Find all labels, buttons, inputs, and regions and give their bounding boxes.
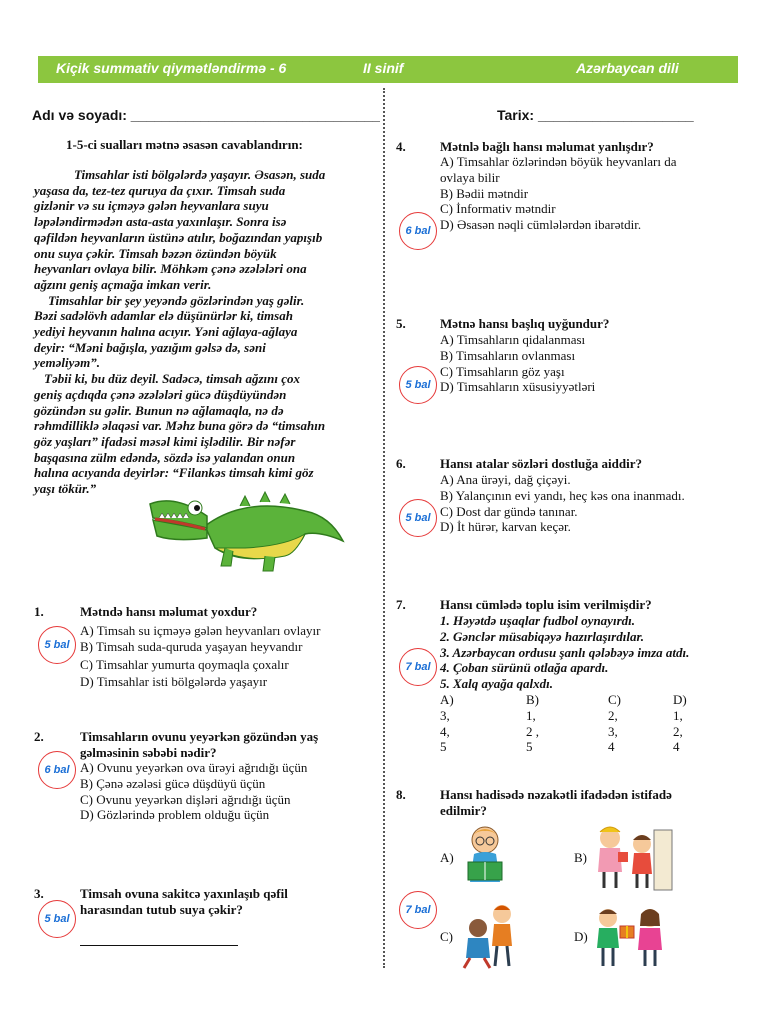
passage-line: rəhmdilliklə əlaqəsi var. Məhz buna görə də “timsahın [34, 418, 326, 434]
option-d[interactable]: D) İt hürər, karvan keçər. [440, 519, 571, 535]
option-a[interactable]: A) Timsahların qidalanması [440, 332, 586, 347]
score-badge-q7 [399, 648, 437, 686]
children-playing-picture[interactable] [460, 902, 522, 970]
score-label: 5 bal [405, 379, 431, 391]
question-2-options [80, 760, 307, 823]
option-a[interactable]: A) 3, 4, 5 [440, 692, 454, 755]
children-at-door-picture[interactable] [592, 822, 674, 892]
question-7-text: Hansı cümlədə toplu isim verilmişdir? [440, 597, 652, 612]
passage-line: ləpələndirmədən asta-asta yaxınlaşır. Sonra isə [34, 214, 287, 230]
question-3-line: harasından tutub suya çəkir? [80, 901, 243, 917]
option-d[interactable]: D) Timsahların xüsusiyyətləri [440, 379, 596, 395]
passage-line: gözündən su gəlir. Bunun nə ağlamaqla, nə də [34, 402, 284, 418]
header-grade: II sinif [363, 60, 404, 76]
score-label: 5 bal [405, 512, 431, 524]
passage-line: onu suya çəkir. Timsah bəzən özündən böyük [34, 245, 277, 261]
reading-passage [34, 167, 374, 497]
score-label: 7 bal [405, 661, 431, 673]
sentence-2: 2. Gənclər müsabiqəyə hazırlaşırdılar. [440, 628, 645, 644]
option-a[interactable]: A) Ana ürəyi, dağ çiçəyi. [440, 472, 571, 487]
passage-line: Təbii ki, bu düz deyil. Sadəcə, timsah ağzını çox [44, 371, 301, 387]
column-divider [383, 88, 385, 968]
passage-line: başqasına zülm edəndə, sözdə isə yalandan onun [34, 449, 296, 465]
option-c[interactable]: C) İnformativ mətndir [440, 201, 556, 217]
score-label: 7 bal [405, 904, 431, 916]
header-subject: Azərbaycan dili [576, 60, 679, 76]
question-2-line: gəlməsinin səbəbi nədir? [80, 744, 217, 760]
passage-line: Timsahlar isti bölgələrdə yaşayır. Əsasən, suda [74, 167, 326, 182]
header-banner [38, 56, 738, 83]
option-a[interactable]: A) Timsah su içməyə gələn heyvanları ovlayır [80, 623, 321, 638]
score-label: 5 bal [44, 913, 70, 925]
answer-line-q3[interactable] [80, 945, 238, 946]
score-badge-q2 [38, 751, 76, 789]
question-7-sentences [440, 613, 689, 692]
option-c[interactable]: C) 2, 3, 4 [608, 692, 621, 755]
question-6-number: 6. [396, 456, 406, 471]
score-label: 5 bal [44, 639, 70, 651]
question-7-number: 7. [396, 597, 406, 612]
passage-line: Timsahlar bir şey yeyəndə gözlərindən yaş gəlir. [48, 292, 305, 308]
option-c[interactable]: C) Timsahların göz yaşı [440, 363, 565, 379]
passage-line: yaşasa da, tez-tez quruya da çıxır. Timsah suda [34, 182, 286, 198]
score-badge-q8 [399, 891, 437, 929]
crocodile-illustration [145, 486, 345, 576]
question-3-number: 3. [34, 886, 44, 901]
header-title: Kiçik summativ qiymətləndirmə - 6 [56, 60, 287, 76]
question-6-text: Hansı atalar sözləri dostluğa aiddir? [440, 456, 642, 471]
score-badge-q1 [38, 626, 76, 664]
sentence-5: 5. Xalq ayağa qalxdı. [440, 676, 554, 692]
boy-reading-picture[interactable] [460, 822, 510, 892]
option-b[interactable]: B) Yalançının evi yandı, heç kəs ona inanmadı. [440, 487, 685, 503]
option-a-label[interactable]: A) [440, 850, 454, 865]
question-6-options [440, 472, 685, 535]
question-1-number: 1. [34, 604, 44, 619]
passage-line: Bəzi sadəlövh adamlar elə düşünürlər ki, timsah [34, 308, 293, 324]
passage-line: ağzını geniş açmağa imkan verir. [34, 276, 212, 292]
question-4-number: 4. [396, 139, 406, 154]
option-d[interactable]: D) 1, 2, 4 [673, 692, 687, 755]
score-badge-q4 [399, 212, 437, 250]
score-badge-q3 [38, 900, 76, 938]
option-c[interactable]: C) Dost dar gündə tanınar. [440, 503, 578, 519]
question-8-text [440, 787, 672, 818]
sentence-3: 3. Azərbaycan ordusu şanlı qələbəyə imza atdı. [440, 644, 690, 660]
name-label: Adı və soyadı: ________________________________ [32, 107, 380, 123]
option-b[interactable]: B) Bədii mətndir [440, 185, 529, 201]
question-1-options [80, 623, 320, 690]
option-a[interactable]: A) Ovunu yeyərkən ova ürəyi ağrıdığı üçün [80, 760, 308, 775]
question-4-options [440, 154, 676, 233]
passage-line: gizlənir və su içməyə gələn heyvanlara suyu [34, 198, 269, 214]
question-1-text: Mətndə hansı məlumat yoxdur? [80, 604, 258, 619]
score-badge-q5 [399, 366, 437, 404]
option-a-cont: ovlaya bilir [440, 169, 500, 185]
passage-line: deyir: “Məni bağışla, yazığım gəlsə də, səni [34, 339, 266, 355]
question-2-text [80, 729, 318, 760]
question-8-number: 8. [396, 787, 406, 802]
option-b[interactable]: B) 1, 2 , 5 [526, 692, 539, 755]
option-b[interactable]: B) Çənə əzələsi gücə düşdüyü üçün [80, 775, 266, 791]
question-4-text: Mətnlə bağlı hansı məlumat yanlışdır? [440, 139, 654, 154]
question-2-number: 2. [34, 729, 44, 744]
option-b[interactable]: B) Timsah suda-quruda yaşayan heyvandır [80, 638, 303, 654]
option-b[interactable]: B) Timsahların ovlanması [440, 347, 576, 363]
passage-line: yediyi heyvanın halına acıyır. Yəni ağlaya-ağlaya [34, 324, 298, 340]
question-5-text: Mətnə hansı başlıq uyğundur? [440, 316, 610, 331]
passage-line: yeməliyəm”. [34, 355, 101, 371]
instructions: 1-5-ci sualları mətnə əsasən cavablandırın: [66, 137, 303, 152]
option-b-label[interactable]: B) [574, 850, 587, 865]
option-a[interactable]: A) Timsahlar özlərindən böyük heyvanları da [440, 154, 677, 169]
question-2-line: Timsahların ovunu yeyərkən gözündən yaş [80, 729, 319, 744]
option-c[interactable]: C) Ovunu yeyərkən dişləri ağrıdığı üçün [80, 791, 291, 807]
score-badge-q6 [399, 499, 437, 537]
option-d[interactable]: D) Timsahlar isti bölgələrdə yaşayır [80, 674, 268, 690]
sentence-1: 1. Həyətdə uşaqlar fudbol oynayırdı. [440, 613, 635, 628]
passage-line: heyvanları ovlaya bilir. Möhkəm çənə əzələləri ona [34, 261, 307, 277]
passage-line: göz yaşları” ifadəsi məsəl kimi işlədilir. Bir nəfər [34, 433, 296, 449]
option-d[interactable]: D) Əsasən nəqli cümlələrdən ibarətdir. [440, 217, 642, 233]
option-d-label[interactable]: D) [574, 929, 588, 944]
passage-line: halına acıyanda deyirlər: “Filankəs timsah kimi göz [34, 465, 314, 481]
question-8-line: Hansı hadisədə nəzakətli ifadədən istifadə [440, 787, 672, 802]
option-c[interactable]: C) Timsahlar yumurta qoymaqla çoxalır [80, 656, 289, 672]
question-3-text [80, 886, 288, 917]
question-3-line: Timsah ovuna sakitcə yaxınlaşıb qəfil [80, 886, 288, 901]
option-c-label[interactable]: C) [440, 929, 453, 944]
passage-line: yaşı tökür.” [34, 481, 97, 497]
question-5-number: 5. [396, 316, 406, 331]
sentence-4: 4. Çoban sürünü otlağa apardı. [440, 660, 609, 676]
question-5-options [440, 332, 595, 395]
option-d[interactable]: D) Gözlərində problem olduğu üçün [80, 807, 270, 823]
passage-line: geniş açdıqda çənə əzələləri gücə düşdüyündən [34, 386, 287, 402]
passage-line: qəfildən heyvanların üstünə atılır, boğazından yapışıb [34, 229, 323, 245]
question-8-line: edilmir? [440, 802, 487, 818]
score-label: 6 bal [44, 764, 70, 776]
date-label: Tarix: ____________________ [497, 107, 694, 123]
gift-giving-picture[interactable] [594, 904, 666, 970]
score-label: 6 bal [405, 225, 431, 237]
